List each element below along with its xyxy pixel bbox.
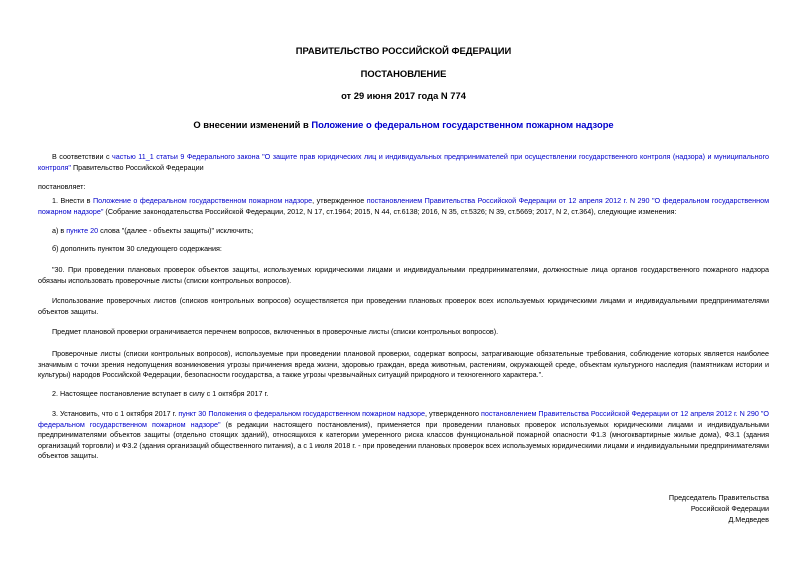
document-type-heading: ПОСТАНОВЛЕНИЕ bbox=[360, 68, 447, 79]
point-30-paragraph-2: Использование проверочных листов (списков контрольных вопросов) осуществляется при проведении плановых проверок всех используемых юридическими лицами и индивидуальными предпринимателями объектов защиты. bbox=[38, 296, 769, 316]
item-2-paragraph: 2. Настоящее постановление вступает в силу с 1 октября 2017 г. bbox=[52, 389, 269, 398]
item-3-text-1: 3. Установить, что с 1 октября 2017 г. bbox=[52, 409, 179, 418]
item-1-text-3: (Собрание законодательства Российской Федерации, 2012, N 17, ст.1964; 2015, N 44, ст.6138; 2016, N 35, ст.5326; N 39, ст.5669; 2017, N 2, ст.364), следующие изменения: bbox=[103, 206, 677, 216]
intro-text-2: Правительство Российской Федерации bbox=[70, 162, 204, 172]
item-1-decree-link[interactable]: постановлением Правительства Российской Федерации от 12 апреля 2012 г. N 290 "О федеральном государственном пожарном надзоре" bbox=[38, 196, 770, 216]
item-3-text-4: (в редакции настоящего постановления), применяется при проведении плановых проверок используемых юридическими лицами и индивидуальными предпринимателями объектов защиты (отдельно стоящих зданий), относящихся к категории умеренного риска классов функциональной пожарной опасности Ф1.3 (многоквартирные жилые дома), Ф3.1 (здания организаций торговли) и Ф3.2 (здания организаций общественного питания), а с 1 июля 2018 г. - при проведении плановых проверок всех используемых юридическими лицами и индивидуальными предпринимателями объектов защиты. bbox=[38, 419, 770, 461]
point-30-paragraph-4: Проверочные листы (списки контрольных вопросов), используемые при проведении плановой проверки, содержат вопросы, затрагивающие обязательные требования, соблюдение которых является наиболее значимым с точки зрения недопущения возникновения угрозы причинения вреда жизни, здоровью граждан, вреда животным, растениям, окружающей среде, объектам культурного наследия (памятникам истории и культуры) народов Российской Федерации, безопасности государства, а также угрозы чрезвычайных ситуаций природного и техногенного характера.". bbox=[38, 349, 769, 380]
decides-paragraph: постановляет: bbox=[38, 182, 86, 191]
government-heading: ПРАВИТЕЛЬСТВО РОССИЙСКОЙ ФЕДЕРАЦИИ bbox=[295, 45, 512, 56]
item-3-paragraph bbox=[38, 409, 769, 462]
item-1-regulation-link[interactable]: Положение о федеральном государственном пожарном надзоре bbox=[92, 196, 313, 205]
subitem-a-point-link[interactable]: пункте 20 bbox=[66, 226, 99, 235]
date-number-heading: от 29 июня 2017 года N 774 bbox=[341, 90, 466, 101]
intro-text-1: В соответствии с bbox=[52, 152, 113, 161]
point-30-paragraph-1: "30. При проведении плановых проверок объектов защиты, используемых юридическими лицами и индивидуальными предпринимателями, должностные лица органов государственного пожарного надзора обязаны использовать проверочные листы (списки контрольных вопросов). bbox=[38, 265, 769, 285]
item-1-paragraph bbox=[38, 196, 769, 217]
signature-name: Д.Медведев bbox=[728, 515, 769, 524]
title-link[interactable]: Положение о федеральном государственном пожарном надзоре bbox=[311, 119, 614, 130]
item-1-text-1: 1. Внести в bbox=[52, 196, 93, 205]
signature-country: Российской Федерации bbox=[690, 504, 769, 513]
subitem-a-paragraph bbox=[38, 226, 769, 237]
title-prefix: О внесении изменений в bbox=[193, 119, 312, 130]
item-1-text-2: , утвержденное bbox=[312, 196, 367, 205]
item-3-decree-link[interactable]: постановлением Правительства Российской Федерации от 12 апреля 2012 г. N 290 "О федеральном государственном пожарном надзоре" bbox=[38, 409, 770, 429]
item-3-text-3: , утвержденного bbox=[424, 409, 481, 418]
signature-position: Председатель Правительства bbox=[668, 493, 769, 502]
intro-paragraph bbox=[38, 152, 769, 173]
subitem-b-paragraph: б) дополнить пунктом 30 следующего содержания: bbox=[52, 244, 222, 253]
subitem-a-text-2: слова "(далее - объекты защиты)" исключить; bbox=[98, 226, 254, 235]
document-title bbox=[0, 119, 807, 131]
intro-law-link[interactable]: частью 11_1 статьи 9 Федерального закона "О защите прав юридических лиц и индивидуальных предпринимателей при осуществлении государственного контроля (надзора) и муниципального контроля" bbox=[38, 152, 769, 172]
subitem-a-text-1: а) в bbox=[52, 226, 67, 235]
item-3-point-link[interactable]: пункт 30 bbox=[178, 409, 207, 418]
point-30-paragraph-3: Предмет плановой проверки ограничивается перечнем вопросов, включенных в проверочные листы (списки контрольных вопросов). bbox=[52, 327, 499, 336]
item-3-regulation-link[interactable]: Положения о федеральном государственном пожарном надзоре bbox=[208, 409, 425, 418]
